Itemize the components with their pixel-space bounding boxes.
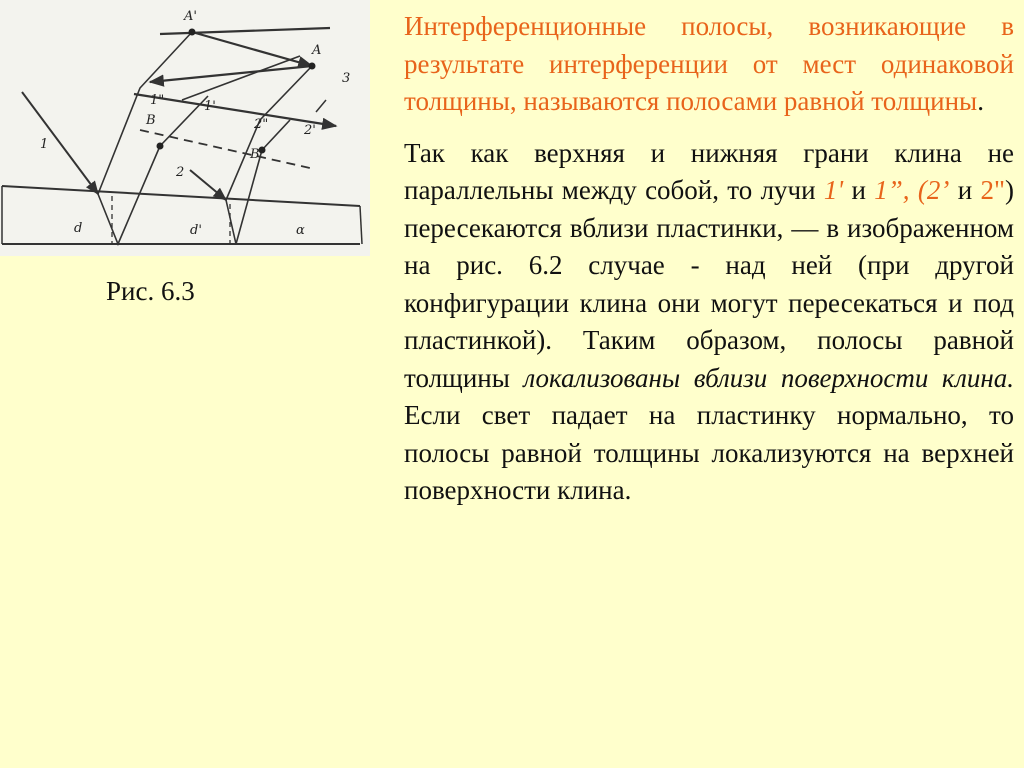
figure-caption: Рис. 6.3 bbox=[106, 276, 195, 306]
label-d: d bbox=[74, 221, 83, 236]
definition-paragraph bbox=[404, 8, 1014, 121]
definition-text: Интерференционные полосы, возникающие в результате интерференции от мест одинаковой толщины, называются полосами равной толщины bbox=[404, 11, 1014, 116]
incident-ray-2 bbox=[190, 170, 226, 200]
label-b: B bbox=[146, 113, 156, 128]
label-ray-2: 2 bbox=[176, 165, 185, 180]
explanation-paragraph bbox=[404, 135, 1014, 510]
incident-ray-1 bbox=[22, 92, 98, 194]
wedge-interference-figure bbox=[0, 0, 370, 256]
label-ray-1: 1 bbox=[40, 137, 49, 152]
explanation-part-6: Если свет падает на пластинку нормально, то полосы равной толщины локализуются на верхней поверхности клина. bbox=[404, 400, 1014, 505]
label-a-prime: A' bbox=[184, 9, 197, 24]
explanation-part-2: и bbox=[843, 175, 875, 205]
label-alpha: α bbox=[296, 223, 305, 238]
ray-2-prime-ref: (2’ bbox=[917, 175, 950, 205]
localization-emphasis: локализованы вблизи поверхности клина. bbox=[523, 362, 1014, 393]
label-d-prime: d' bbox=[190, 223, 202, 238]
label-ray-1-double: 1" bbox=[150, 93, 165, 108]
label-b-prime: B' bbox=[250, 147, 264, 162]
explanation-part-1: Так как верхняя и нижняя грани клина не параллельны между собой, то лучи bbox=[404, 137, 1014, 205]
ray-1-prime-ref: 1' bbox=[823, 175, 844, 205]
label-ray-3: 3 bbox=[342, 71, 351, 86]
wedge-upper-surface bbox=[2, 186, 360, 206]
wedge-diagram bbox=[0, 0, 370, 256]
explanation-part-5: ) пересекаются вблизи пластинки, — в изображенном на рис. 6.2 случае - над ней (при другой конфигурации клина они могут пересекаться и под пластинкой). Таким образом, полосы равной толщины bbox=[404, 175, 1014, 393]
explanation-part-4: и bbox=[949, 175, 981, 205]
label-ray-2-double: 2" bbox=[254, 117, 269, 132]
explanation-part-3 bbox=[910, 175, 918, 205]
ray-2-double-ref: 2" bbox=[980, 175, 1005, 205]
label-ray-1-prime: 1' bbox=[204, 99, 216, 114]
body-text bbox=[404, 8, 1014, 510]
label-a: A bbox=[312, 43, 322, 58]
localization-dashed-line bbox=[140, 130, 310, 168]
ray-1-double-ref: 1”, bbox=[874, 175, 910, 205]
label-ray-2-prime: 2' bbox=[304, 123, 316, 138]
definition-period: . bbox=[977, 86, 984, 116]
